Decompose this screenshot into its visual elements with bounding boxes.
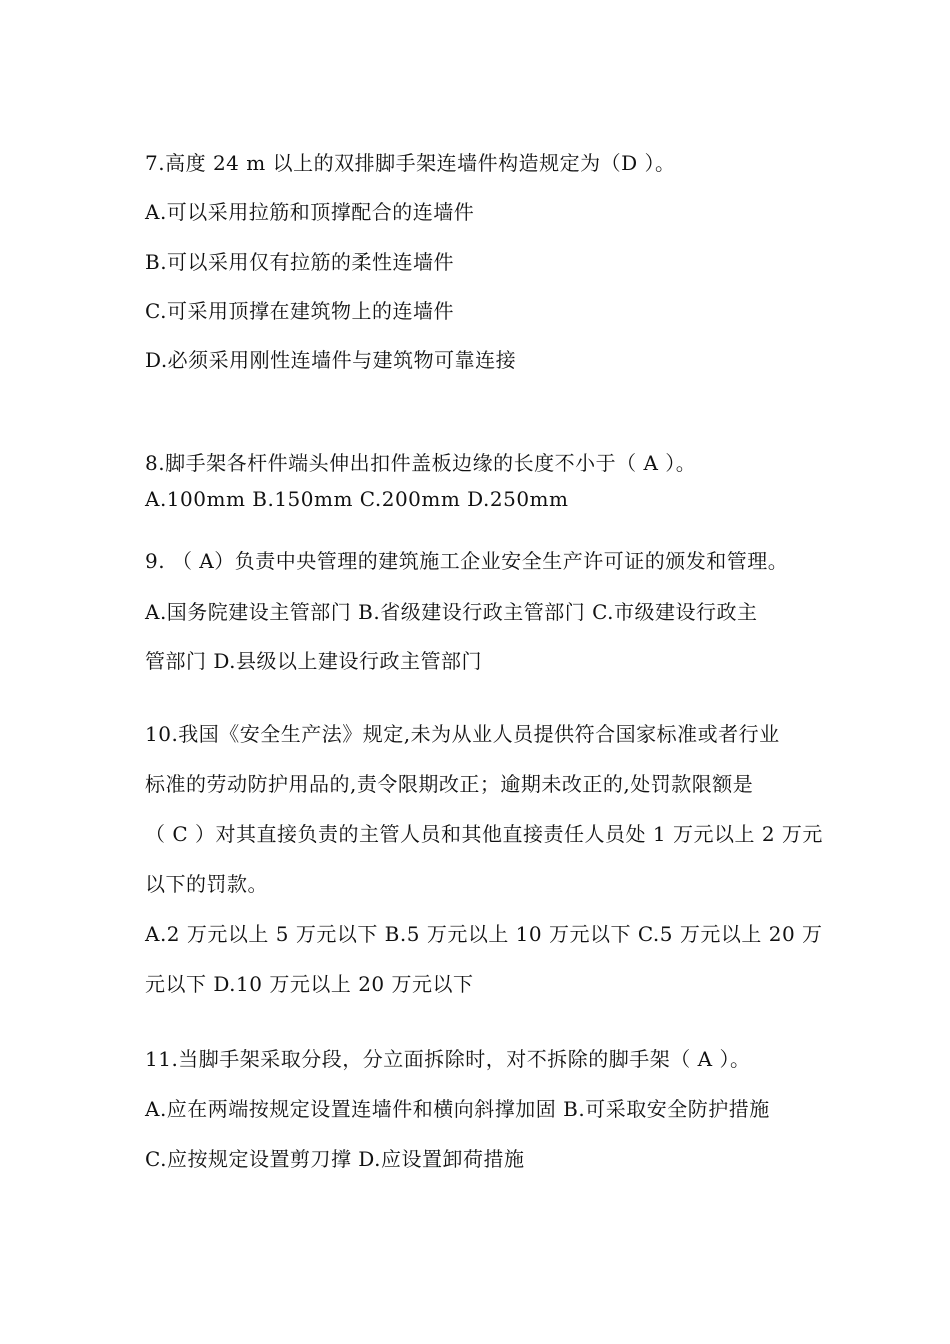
option-line: A.应在两端按规定设置连墙件和横向斜撑加固 B.可采取安全防护措施 [145, 1097, 770, 1121]
question-stem: 7.高度 24 m 以上的双排脚手架连墙件构造规定为（D ）。 [145, 151, 676, 175]
question-stem-line: 以下的罚款。 [145, 872, 268, 896]
question-stem-line: 标准的劳动防护用品的,责令限期改正；逾期未改正的,处罚款限额是 [145, 772, 754, 796]
option-line: D.必须采用刚性连墙件与建筑物可靠连接 [145, 348, 517, 372]
question-stem-line: （ C ）对其直接负责的主管人员和其他直接责任人员处 1 万元以上 2 万元 [145, 822, 823, 846]
option-line: B.可以采用仅有拉筋的柔性连墙件 [145, 250, 455, 274]
option-line: C.应按规定设置剪刀撑 D.应设置卸荷措施 [145, 1147, 525, 1171]
question-stem-line: 10.我国《安全生产法》规定,未为从业人员提供符合国家标准或者行业 [145, 722, 780, 746]
question-stem: 9. （ A）负责中央管理的建筑施工企业安全生产许可证的颁发和管理。 [145, 549, 789, 573]
question-stem: 8.脚手架各杆件端头伸出扣件盖板边缘的长度不小于（ A ）。 [145, 451, 697, 475]
option-line: C.可采用顶撑在建筑物上的连墙件 [145, 299, 454, 323]
question-stem: 11.当脚手架采取分段，分立面拆除时，对不拆除的脚手架（ A ）。 [145, 1047, 751, 1071]
option-line: 元以下 D.10 万元以上 20 万元以下 [145, 972, 474, 996]
option-line: A.100mm B.150mm C.200mm D.250mm [145, 487, 569, 511]
option-line: A.2 万元以上 5 万元以下 B.5 万元以上 10 万元以下 C.5 万元以上 20 万 [145, 922, 823, 946]
option-line: 管部门 D.县级以上建设行政主管部门 [145, 649, 483, 673]
option-line: A.国务院建设主管部门 B.省级建设行政主管部门 C.市级建设行政主 [145, 600, 758, 624]
option-line: A.可以采用拉筋和顶撑配合的连墙件 [145, 200, 475, 224]
